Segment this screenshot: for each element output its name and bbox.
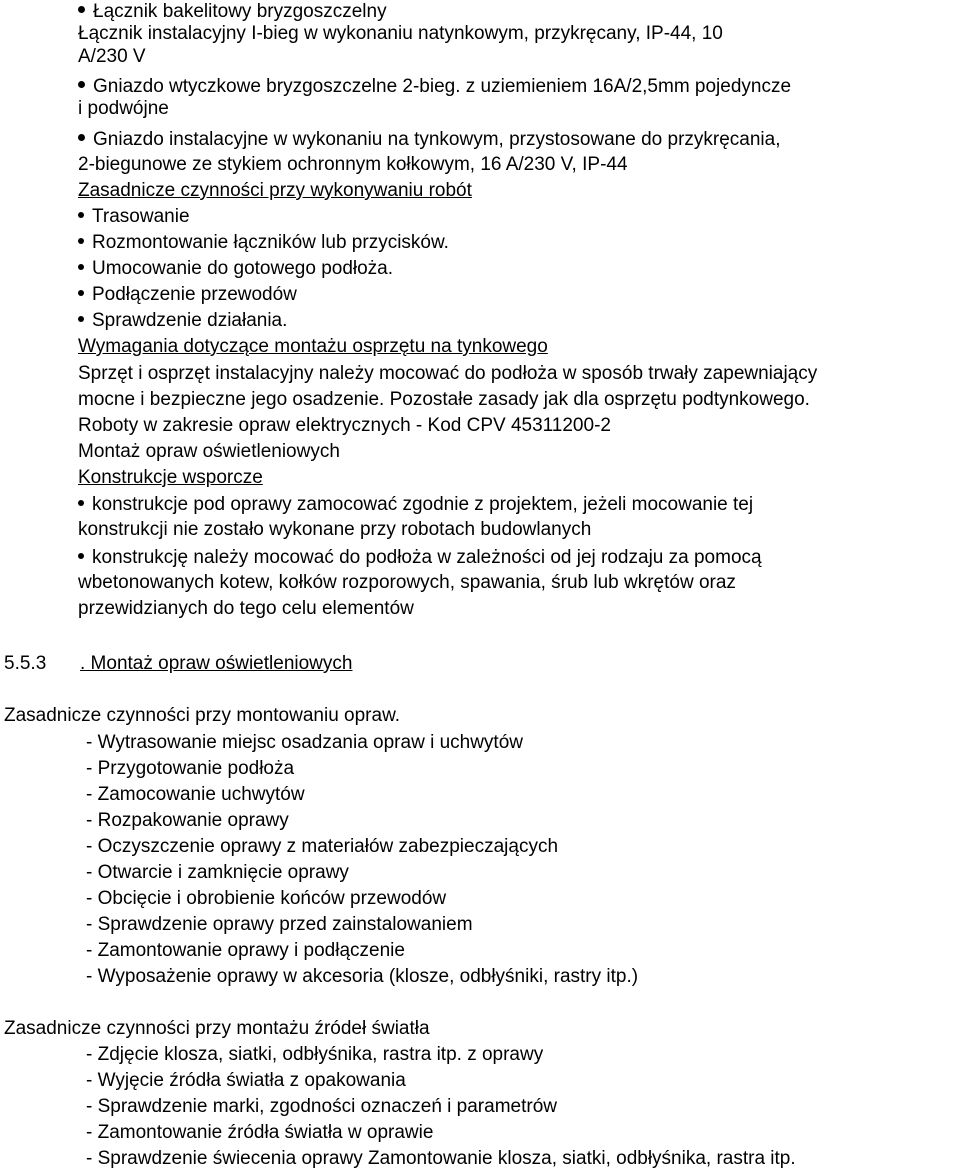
list-item: - Sprawdzenie marki, zgodności oznaczeń i parametrów [86, 1096, 557, 1117]
list-item: - Oczyszczenie oprawy z materiałów zabezpieczających [86, 836, 559, 857]
text-line: i podwójne [78, 98, 169, 119]
bullet-line: Podłączenie przewodów [78, 282, 297, 308]
list-item: - Otwarcie i zamknięcie oprawy [86, 862, 349, 883]
list-item: - Sprawdzenie świecenia oprawy Zamontowanie klosza, siatki, odbłyśnika, rastra itp. [86, 1148, 796, 1169]
bullet-dot-icon [78, 264, 84, 270]
section-heading: Konstrukcje wsporcze [78, 467, 263, 488]
bullet-line: Sprawdzenie działania. [78, 308, 287, 334]
bullet-dot-icon [78, 553, 84, 559]
text-line: wbetonowanych kotew, kołków rozporowych, spawania, śrub lub wkrętów oraz [78, 572, 736, 593]
bullet-line: Łącznik bakelitowy bryzgoszczelny [78, 0, 387, 25]
text-line: Łącznik instalacyjny I-bieg w wykonaniu natynkowym, przykręcany, IP-44, 10 [78, 23, 723, 44]
section-heading: Zasadnicze czynności przy wykonywaniu robót [78, 180, 472, 201]
text-line: mocne i bezpieczne jego osadzenie. Pozostałe zasady jak dla osprzętu podtynkowego. [78, 389, 810, 410]
bullet-dot-icon [78, 238, 84, 244]
bullet-dot-icon [78, 134, 85, 141]
list-item: - Wyposażenie oprawy w akcesoria (klosze, odbłyśniki, rastry itp.) [86, 966, 639, 987]
list-item: - Sprawdzenie oprawy przed zainstalowaniem [86, 914, 473, 935]
list-item: - Zamontowanie oprawy i podłączenie [86, 940, 405, 961]
bullet-line: konstrukcję należy mocować do podłoża w zależności od jej rodzaju za pomocą [78, 545, 762, 571]
text-line: A/230 V [78, 46, 146, 67]
block1-heading: Zasadnicze czynności przy montowaniu opraw. [4, 705, 401, 726]
bullet-line: konstrukcje pod oprawy zamocować zgodnie z projektem, jeżeli mocowanie tej [78, 492, 753, 518]
bullet-dot-icon [78, 212, 84, 218]
list-item: - Rozpakowanie oprawy [86, 810, 289, 831]
bullet-dot-icon [78, 290, 84, 296]
bullet-line: Gniazdo instalacyjne w wykonaniu na tynkowym, przystosowane do przykręcania, [78, 127, 781, 153]
text-line: przewidzianych do tego celu elementów [78, 598, 414, 619]
block2-heading: Zasadnicze czynności przy montażu źródeł światła [4, 1018, 430, 1039]
list-item: - Wytrasowanie miejsc osadzania opraw i uchwytów [86, 732, 523, 753]
bullet-dot-icon [78, 316, 84, 322]
bullet-line: Umocowanie do gotowego podłoża. [78, 256, 393, 282]
bullet-line: Rozmontowanie łączników lub przycisków. [78, 230, 449, 256]
list-item: - Zamontowanie źródła światła w oprawie [86, 1122, 434, 1143]
section-title-text: . Montaż opraw oświetleniowych [80, 653, 353, 674]
list-item: - Obcięcie i obrobienie końców przewodów [86, 888, 447, 909]
bullet-dot-icon [78, 81, 85, 88]
section-title [4, 651, 352, 677]
list-item: - Zdjęcie klosza, siatki, odbłyśnika, rastra itp. z oprawy [86, 1044, 544, 1065]
section-number: 5.5.3 [4, 653, 47, 674]
text-line: Roboty w zakresie opraw elektrycznych - Kod CPV 45311200-2 [78, 415, 611, 436]
text-line: konstrukcji nie zostało wykonane przy robotach budowlanych [78, 519, 592, 540]
bullet-line: Trasowanie [78, 204, 190, 230]
bullet-line: Gniazdo wtyczkowe bryzgoszczelne 2-bieg. z uziemieniem 16A/2,5mm pojedyncze [78, 74, 791, 100]
list-item: - Przygotowanie podłoża [86, 758, 295, 779]
bullet-dot-icon [78, 500, 84, 506]
bullet-dot-icon [78, 6, 85, 13]
text-line: Sprzęt i osprzęt instalacyjny należy mocować do podłoża w sposób trwały zapewniający [78, 363, 818, 384]
text-line: Montaż opraw oświetleniowych [78, 441, 340, 462]
list-item: - Wyjęcie źródła światła z opakowania [86, 1070, 406, 1091]
section-heading: Wymagania dotyczące montażu osprzętu na tynkowego [78, 336, 548, 357]
text-line: 2-biegunowe ze stykiem ochronnym kołkowym, 16 A/230 V, IP-44 [78, 154, 628, 175]
list-item: - Zamocowanie uchwytów [86, 784, 305, 805]
